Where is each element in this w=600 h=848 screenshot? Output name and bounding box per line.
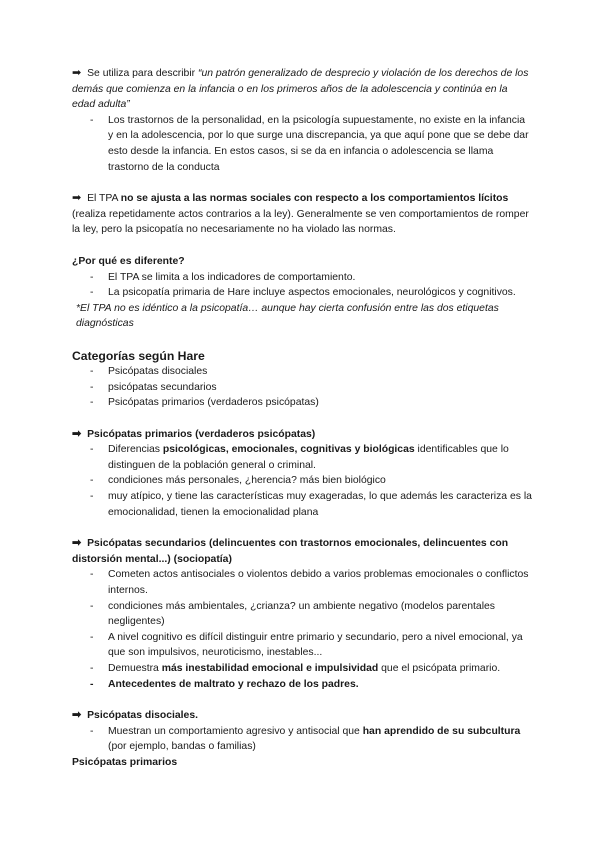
section-heading: ¿Por qué es diferente? xyxy=(72,255,185,267)
list-item: - A nivel cognitivo es difícil distinguir entre primario y secundario, pero a nivel emocional, ya que son impulsivos, neuroticismo, inestables... xyxy=(108,630,532,661)
arrow-icon: ➡ xyxy=(72,537,82,550)
tpa-bold: no se ajusta a las normas sociales con respecto a los comportamientos lícitos xyxy=(120,193,509,205)
list-item: - psicópatas secundarios xyxy=(108,380,532,396)
heading-text: Psicópatas secundarios (delincuentes con trastornos emocionales, delincuentes con distorsión mental...) (sociopatía) xyxy=(72,538,509,565)
text-span: identificables que lo distinguen de la población general o criminal. xyxy=(108,444,509,471)
intro-list xyxy=(72,113,532,175)
list-item: - Cometen actos antisociales o violentos debido a varios problemas emocionales o conflictos internos. xyxy=(108,567,532,598)
list-item: - Psicópatas primarios (verdaderos psicópatas) xyxy=(108,395,532,411)
intro-quote: “un patrón generalizado de desprecio y violación de los derechos de los demás que comienza en la infancia o en los primeros años de la adolescencia y continúa en la edad adulta” xyxy=(72,68,529,111)
section-heading xyxy=(72,427,532,443)
text-bold: más inestabilidad emocional e impulsividad xyxy=(161,663,379,674)
list-item: - muy atípico, y tiene las características muy exageradas, lo que además les caracteriza es la emocionalidad, tienen la emocionalidad plana xyxy=(108,489,532,520)
list-item xyxy=(108,724,532,755)
dissocial-list xyxy=(72,724,532,755)
section-heading xyxy=(72,536,532,567)
text-span: que el psicópata primario. xyxy=(378,663,501,674)
text-span: Muestran un comportamiento agresivo y antisocial que xyxy=(108,725,363,737)
section-heading xyxy=(72,708,532,724)
arrow-icon: ➡ xyxy=(72,192,82,205)
tpa-rest: (realiza repetidamente actos contrarios a la ley). Generalmente se ven comportamientos de romper la ley, pero la psicopatía no necesariamente no ha violado las normas. xyxy=(72,208,529,236)
section-heading: Psicópatas primarios xyxy=(72,756,178,768)
text-span: (por ejemplo, bandas o familias) xyxy=(108,741,256,753)
list-item: - La psicopatía primaria de Hare incluye aspectos emocionales, neurológicos y cognitivos. xyxy=(108,285,532,301)
list-item: - Los trastornos de la personalidad, en la psicología supuestamente, no existe en la infancia y en la adolescencia, por lo que surge una discrepancia, ya que aquí pone que se debe dar esto desde la infancia. En estos casos, si se da en infancia o adolescencia se llama trastorno de la conducta xyxy=(108,113,532,175)
categories-list xyxy=(72,364,532,411)
text-span: Diferencias xyxy=(108,444,163,456)
arrow-icon: ➡ xyxy=(72,67,82,79)
list-item: - El TPA se limita a los indicadores de comportamiento. xyxy=(108,270,532,286)
heading-text: Psicópatas disociales. xyxy=(84,710,198,722)
arrow-icon: ➡ xyxy=(72,427,82,440)
secondary-list xyxy=(72,567,532,692)
list-item: - Antecedentes de maltrato y rechazo de los padres. xyxy=(108,677,532,693)
arrow-icon: ➡ xyxy=(72,709,82,722)
intro-prefix: Se utiliza para describir xyxy=(84,68,198,79)
note-text: *El TPA no es idéntico a la psicopatía… aunque hay cierta confusión entre las dos etiquetas diagnósticas xyxy=(76,302,499,330)
text-bold: psicológicas, emocionales, cognitivas y biológicas xyxy=(162,444,415,456)
list-item xyxy=(108,661,532,677)
list-item: - Psicópatas disociales xyxy=(108,364,532,380)
primary-list xyxy=(72,442,532,520)
tpa-paragraph xyxy=(72,191,532,238)
document-page xyxy=(72,66,532,771)
heading-text: Psicópatas primarios (verdaderos psicópatas) xyxy=(84,428,316,440)
list-item: - condiciones más ambientales, ¿crianza? un ambiente negativo (modelos parentales negligentes) xyxy=(108,599,532,630)
section-heading: Categorías según Hare xyxy=(72,348,205,363)
intro-paragraph xyxy=(72,66,532,113)
list-item: - condiciones más personales, ¿herencia? más bien biológico xyxy=(108,473,532,489)
list-item xyxy=(108,442,532,473)
text-bold: han aprendido de su subcultura xyxy=(362,725,521,737)
difference-list xyxy=(72,270,532,301)
tpa-lead: El TPA xyxy=(84,193,121,205)
text-span: Demuestra xyxy=(108,663,162,674)
